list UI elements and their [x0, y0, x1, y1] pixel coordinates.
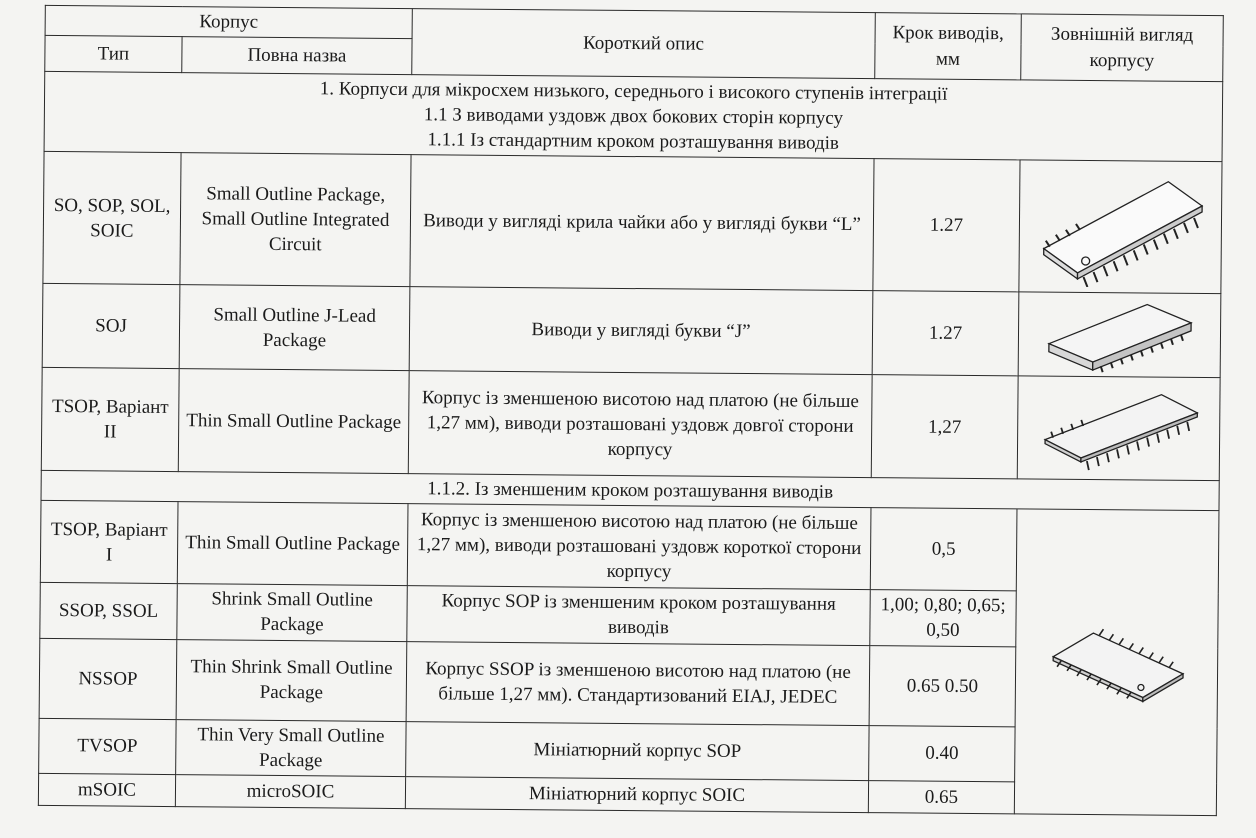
row-type: NSSOP — [39, 638, 177, 719]
row-full-name: microSOIC — [175, 774, 405, 808]
row-full-name: Thin Small Outline Package — [177, 502, 408, 586]
row-full-name: Small Outline J-Lead Package — [179, 285, 410, 371]
row-pitch: 1.27 — [873, 159, 1020, 292]
row-desc: Корпус SSOP із зменшеною висотою над платою (не більше 1,27 мм). Стандартизований EIAJ, JEDEC — [406, 641, 870, 725]
section-heading-row — [44, 71, 1223, 162]
row-desc: Корпус із зменшеною висотою над платою (не більше 1,27 мм), виводи розташовані уздовж короткої сторони корпусу — [407, 504, 871, 590]
row-pitch: 1,00; 0,80; 0,65; 0,50 — [870, 590, 1016, 646]
header-type: Тип — [45, 35, 182, 72]
row-type: TSOP, Варіант I — [40, 501, 178, 584]
row-type: TSOP, Варіант II — [41, 368, 179, 472]
row-type: SO, SOP, SOL, SOIC — [43, 152, 181, 285]
row-type: mSOIC — [38, 773, 175, 806]
row-full-name: Thin Small Outline Package — [178, 369, 409, 474]
table-row — [43, 152, 1222, 294]
row-pitch: 0.65 0.50 — [869, 645, 1016, 726]
row-desc: Мініатюрний корпус SOP — [406, 721, 869, 780]
header-pitch: Крок виводів, мм — [875, 13, 1022, 80]
row-full-name: Shrink Small Outline Package — [177, 584, 407, 641]
header-appearance: Зовнішній вигляд корпусу — [1021, 14, 1224, 82]
section-1-1-2-title: 1.1.2. Із зменшеним кроком розташування виводів — [41, 471, 1219, 511]
header-full-name: Повна назва — [182, 37, 412, 75]
section-1-title: 1. Корпуси для мікросхем низького, середнього і високого ступенів інтеграції — [319, 78, 948, 105]
row-full-name: Thin Shrink Small Outline Package — [176, 639, 407, 721]
row-pitch: 0.40 — [869, 725, 1015, 781]
table-row — [42, 284, 1221, 378]
section-1-1-1-title: 1.1.1 Із стандартним кроком розташування виводів — [427, 129, 840, 155]
row-type: SOJ — [42, 284, 180, 369]
table-row — [40, 501, 1219, 593]
package-table — [38, 5, 1224, 816]
ssop-package-icon — [1036, 617, 1197, 708]
table-row — [41, 368, 1220, 481]
row-desc: Мініатюрний корпус SOIC — [405, 776, 868, 812]
row-desc: Виводи у вигляді крила чайки або у вигляді букви “L” — [410, 155, 874, 291]
row-desc: Корпус із зменшеною висотою над платою (не більше 1,27 мм), виводи розташовані уздовж довгої сторони корпусу — [408, 371, 872, 478]
row-type: TVSOP — [39, 718, 176, 774]
header-package-group: Корпус — [45, 5, 412, 38]
row-desc: Корпус SOP із зменшеним кроком розташування виводів — [407, 586, 870, 645]
row-pitch: 1.27 — [872, 291, 1019, 376]
row-image-cell — [1019, 160, 1222, 294]
row-pitch: 0.65 — [868, 780, 1014, 813]
row-image-cell — [1014, 509, 1219, 815]
soj-package-icon — [1034, 295, 1205, 374]
row-type: SSOP, SSOL — [40, 583, 177, 639]
soic-package-icon — [1025, 166, 1216, 288]
row-full-name: Small Outline Package, Small Outline Integrated Circuit — [180, 153, 411, 287]
row-image-cell — [1017, 376, 1220, 481]
row-desc: Виводи у вигляді букви “J” — [409, 287, 873, 375]
tsop-ii-package-icon — [1030, 382, 1207, 476]
section-1-1-title: 1.1 З виводами уздовж двох бокових сторін корпусу — [423, 104, 844, 130]
row-pitch: 1,27 — [871, 375, 1018, 479]
row-image-cell — [1018, 292, 1221, 378]
row-pitch: 0,5 — [870, 508, 1017, 591]
row-full-name: Thin Very Small Outline Package — [176, 719, 406, 776]
header-short-desc: Короткий опис — [412, 9, 876, 79]
